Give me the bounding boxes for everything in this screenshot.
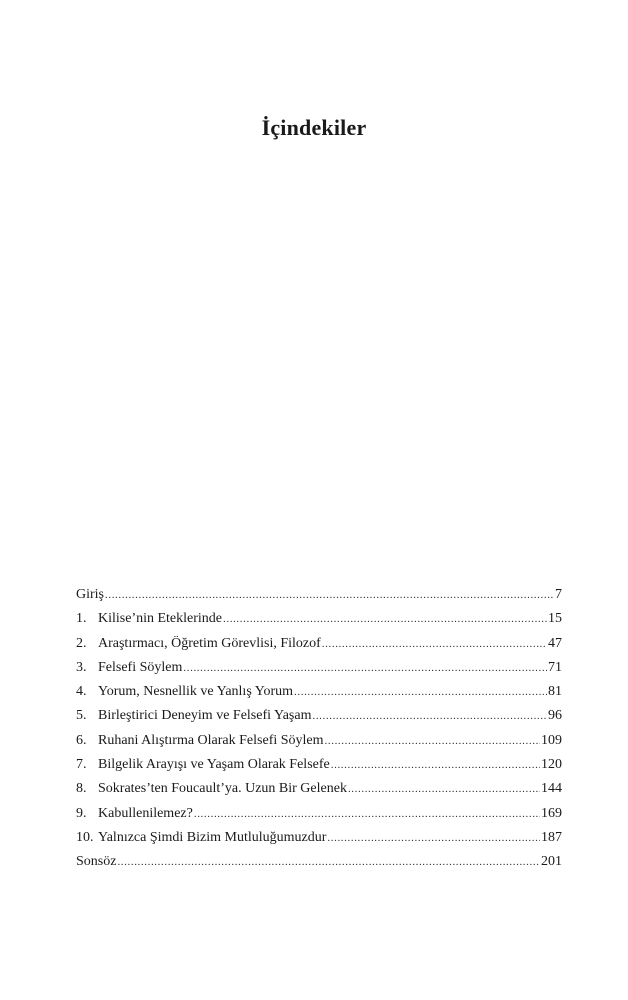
toc-entry-title: Yalnızca Şimdi Bizim Mutluluğumuzdur [98, 829, 327, 845]
toc-entry-page: 120 [541, 757, 562, 773]
toc-entry-intro [76, 587, 562, 611]
toc-entry-title: Sokrates’ten Foucault’ya. Uzun Bir Gelenek [98, 781, 347, 797]
toc-leader-dots [183, 662, 547, 674]
table-of-contents [76, 587, 562, 879]
toc-entry-title: Bilgelik Arayışı ve Yaşam Olarak Felsefe [98, 757, 330, 773]
toc-entry-title: Birleştirici Deneyim ve Felsefi Yaşam [98, 708, 312, 724]
toc-entry-number: 2. [76, 635, 87, 651]
toc-leader-dots [294, 686, 547, 698]
toc-entry-number: 10. [76, 829, 94, 845]
toc-entry-number: 9. [76, 805, 87, 821]
toc-leader-dots [117, 856, 540, 868]
toc-entry-page: 187 [541, 829, 562, 845]
toc-leader-dots [322, 638, 547, 650]
toc-entry-title: Sonsöz [76, 854, 117, 870]
toc-entry-title: Kilise’nin Eteklerinde [98, 611, 223, 627]
toc-entry-page: 15 [548, 611, 562, 627]
toc-leader-dots [325, 735, 540, 747]
toc-entry-chapter-5 [76, 708, 562, 732]
toc-entry-number: 8. [76, 781, 87, 797]
toc-leader-dots [348, 783, 540, 795]
toc-leader-dots [331, 759, 540, 771]
toc-entry-title: Giriş [76, 587, 104, 602]
toc-entry-page: 109 [541, 732, 562, 748]
toc-entry-chapter-3 [76, 660, 562, 684]
toc-entry-number: 3. [76, 659, 87, 675]
toc-entry-title: Ruhani Alıştırma Olarak Felsefi Söylem [98, 732, 324, 748]
toc-entry-page: 96 [548, 708, 562, 724]
page-title: İçindekiler [261, 114, 367, 140]
toc-entry-chapter-9 [76, 806, 562, 830]
toc-entry-chapter-7 [76, 757, 562, 781]
toc-entry-chapter-8 [76, 781, 562, 805]
toc-entry-chapter-1 [76, 611, 562, 635]
toc-entry-page: 144 [541, 781, 562, 797]
toc-entry-title: Kabullenilemez? [98, 805, 193, 821]
toc-entry-title: Araştırmacı, Öğretim Görevlisi, Filozof [98, 635, 321, 651]
toc-entry-number: 1. [76, 611, 87, 627]
toc-entry-chapter-2 [76, 636, 562, 660]
toc-entry-page: 169 [541, 805, 562, 821]
toc-entry-chapter-4 [76, 684, 562, 708]
toc-entry-page: 81 [548, 684, 562, 700]
toc-entry-title: Yorum, Nesnellik ve Yanlış Yorum [98, 684, 294, 700]
toc-entry-page: 7 [555, 587, 562, 602]
toc-entry-page: 71 [548, 659, 562, 675]
toc-entry-afterword [76, 854, 562, 878]
toc-entry-chapter-10 [76, 830, 562, 854]
toc-leader-dots [194, 808, 540, 820]
toc-entry-number: 7. [76, 757, 87, 773]
toc-entry-page: 47 [548, 635, 562, 651]
toc-entry-number: 4. [76, 684, 87, 700]
toc-leader-dots [312, 710, 547, 722]
toc-entry-number: 5. [76, 708, 87, 724]
toc-entry-chapter-6 [76, 733, 562, 757]
toc-entry-number: 6. [76, 732, 87, 748]
toc-entry-page: 201 [541, 854, 562, 870]
toc-leader-dots [327, 832, 540, 844]
toc-leader-dots [105, 589, 554, 601]
toc-entry-title: Felsefi Söylem [98, 659, 183, 675]
toc-leader-dots [223, 613, 547, 625]
